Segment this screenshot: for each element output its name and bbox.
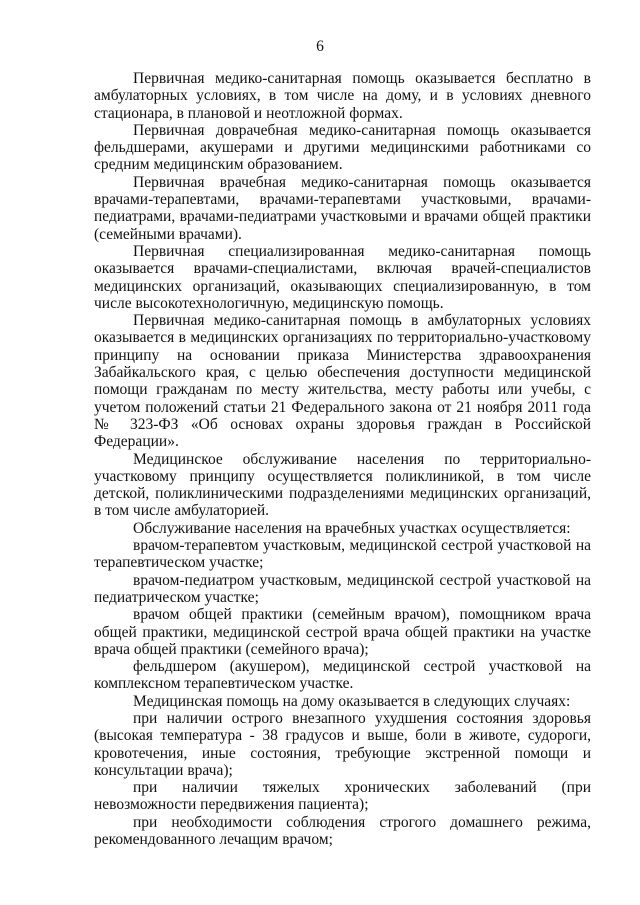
list-item: врачом-терапевтом участковым, медицинской сестрой участковой на терапевтическом участке;	[94, 537, 591, 572]
paragraph: Медицинское обслуживание населения по территориально-участковому принципу осуществляется поликлиникой, в том числе детской, поликлиническими подразделениями медицинских организаций, в том числе амбулаторией.	[94, 450, 591, 520]
paragraph: Обслуживание населения на врачебных участках осуществляется:	[133, 519, 571, 537]
list-item: при наличии тяжелых хронических заболеваний (при невозможности передвижения пациента);	[94, 779, 591, 814]
list-item: фельдшером (акушером), медицинской сестрой участковой на комплексном терапевтическом участке.	[94, 658, 591, 693]
paragraph: Первичная специализированная медико-санитарная помощь оказывается врачами-специалистами, включая врачей-специалистов медицинских организаций, оказывающих специализированную, в том числе высокотехнологичную, медицинскую помощь.	[94, 242, 591, 312]
document-body	[94, 70, 591, 848]
paragraph: Первичная доврачебная медико-санитарная помощь оказывается фельдшерами, акушерами и другими медицинскими работниками со средним медицинским образованием.	[94, 121, 591, 174]
list-item: при необходимости соблюдения строгого домашнего режима, рекомендованного лечащим врачом;	[94, 813, 591, 849]
paragraph: Первичная медико-санитарная помощь оказывается бесплатно в амбулаторных условиях, в том числе на дому, и в условиях дневного стационара, в плановой и неотложной формах.	[94, 70, 591, 122]
list-item: врачом общей практики (семейным врачом), помощником врача общей практики, медицинской сестрой врача общей практики на участке врача общей практики (семейного врача);	[94, 606, 591, 658]
paragraph: Первичная врачебная медико-санитарная помощь оказывается врачами-терапевтами, врачами-терапевтами участковыми, врачами-педиатрами, врачами-педиатрами участковыми и врачами общей практики (семейными врачами).	[94, 173, 591, 243]
list-item: врачом-педиатром участковым, медицинской сестрой участковой на педиатрическом участке;	[94, 571, 591, 606]
paragraph: Медицинская помощь на дому оказывается в следующих случаях:	[133, 692, 571, 710]
paragraph: Первичная медико-санитарная помощь в амбулаторных условиях оказывается в медицинских организациях по территориально-участковому принципу на основании приказа Министерства здравоохранения Забайкальского края, с целью обеспечения доступности медицинской помощи гражданам по месту жительства, месту работы или учебы, с учетом положений статьи 21 Федерального закона от 21 ноября 2011 года № 323-ФЗ «Об основах охраны здоровья граждан в Российской Федерации».	[94, 312, 591, 451]
page-number: 6	[316, 38, 324, 55]
list-item: при наличии острого внезапного ухудшения состояния здоровья (высокая температура - 38 градусов и выше, боли в животе, судороги, кровотечения, иные состояния, требующие экстренной помощи и консультации врача);	[94, 709, 591, 779]
